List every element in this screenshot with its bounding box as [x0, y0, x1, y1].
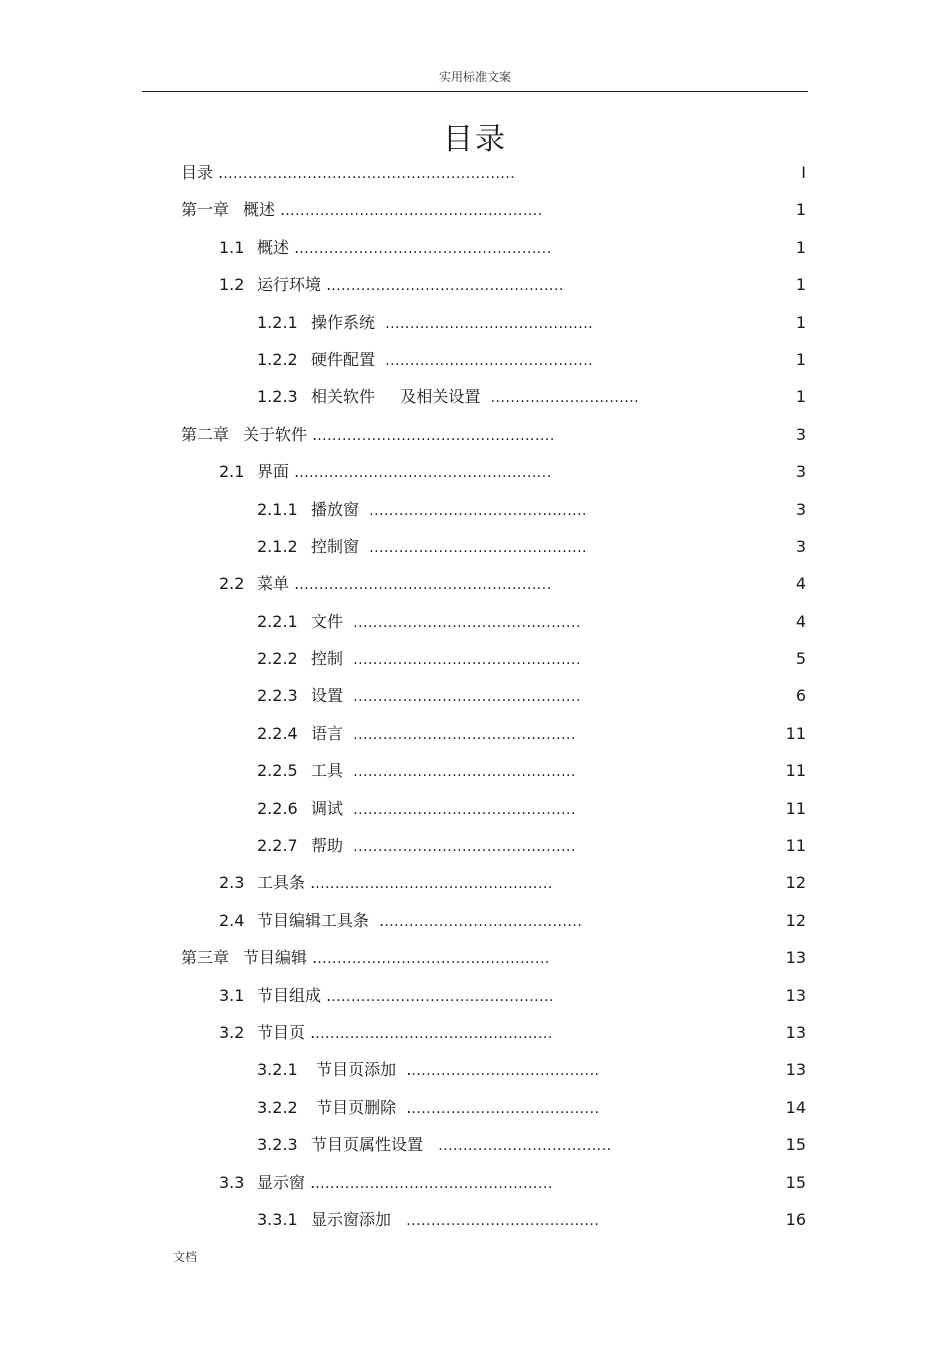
toc-entry[interactable]	[0, 790, 950, 827]
toc-entry[interactable]	[0, 528, 950, 565]
toc-entry[interactable]	[0, 1164, 950, 1201]
toc-entry-number: 2.2.5	[257, 761, 298, 781]
toc-entry-label: 操作系统	[311, 312, 386, 332]
toc-entry-text	[219, 229, 552, 268]
toc-entry-label: 设置	[311, 686, 354, 706]
toc-entry-number: 3.1	[219, 985, 245, 1005]
toc-entry-page: 3	[795, 462, 806, 482]
toc-entry-text	[257, 715, 576, 754]
toc-entry-text	[257, 1089, 599, 1128]
toc-entry-text	[257, 341, 593, 380]
toc-entry[interactable]	[0, 154, 950, 191]
page-footer: 文档	[173, 1250, 198, 1264]
toc-entry-leader: ........................................	[384, 913, 583, 930]
toc-entry[interactable]	[0, 939, 950, 976]
toc-entry-page: I	[801, 163, 806, 182]
toc-entry-page: 15	[785, 1172, 806, 1192]
toc-entry-leader: ...............................................	[331, 278, 564, 295]
toc-entry-page: 16	[785, 1209, 806, 1229]
toc-entry-label: 节目页 .	[257, 1022, 316, 1042]
toc-entry[interactable]	[0, 1089, 950, 1126]
toc-entry-number: 3.2.2	[257, 1097, 298, 1117]
toc-entry-label: 文件	[311, 611, 354, 631]
toc-entry[interactable]	[0, 752, 950, 789]
toc-entry-leader: ..............................................	[353, 614, 581, 631]
toc-entry[interactable]	[0, 453, 950, 490]
toc-title: 目录	[443, 122, 507, 157]
toc-entry-label: 显示窗 .	[257, 1172, 316, 1192]
toc-entry[interactable]	[0, 977, 950, 1014]
toc-entry-text	[219, 1014, 553, 1053]
toc-entry[interactable]	[0, 827, 950, 864]
toc-entry-text	[257, 640, 581, 679]
toc-entry-number: 2.1.1	[257, 499, 298, 519]
toc-entry-page: 13	[785, 1022, 806, 1042]
toc-entry-page: 4	[795, 611, 806, 631]
toc-entry-page: 1	[795, 237, 806, 257]
page-header: 实用标准文案	[438, 70, 511, 84]
toc-entry-label: 显示窗添加	[311, 1209, 407, 1229]
toc-entry-page: 11	[785, 836, 806, 856]
toc-entry-text	[181, 191, 543, 230]
toc-entry-label: 帮助	[311, 836, 354, 856]
toc-entry-leader: ...............................................	[317, 951, 550, 968]
toc-entry-leader: ..............................	[490, 390, 640, 407]
toc-entry-page: 13	[785, 985, 806, 1005]
toc-entry-leader: .......................................	[406, 1212, 600, 1229]
toc-entry-label: 菜单 .	[257, 574, 300, 594]
toc-entry-label: 节目页属性设置	[311, 1135, 439, 1155]
toc-entry-page: 1	[795, 312, 806, 332]
toc-entry-number: 2.3	[219, 873, 245, 893]
toc-entry-page: 3	[795, 424, 806, 444]
toc-entry-page: 1	[795, 387, 806, 407]
toc-entry-leader: .............................................	[353, 839, 576, 856]
toc-entry-number: 3.3	[219, 1172, 245, 1192]
toc-entry[interactable]	[0, 416, 950, 453]
toc-entry-page: 4	[795, 574, 806, 594]
toc-entry-number: 1.2	[219, 275, 245, 295]
toc-entry-text	[219, 565, 552, 604]
toc-entry-leader: .............................................	[353, 801, 576, 818]
toc-entry-text	[219, 977, 554, 1016]
toc-entry-leader: ............................................	[369, 502, 587, 519]
toc-entry[interactable]	[0, 229, 950, 266]
toc-entry-text	[219, 1164, 553, 1203]
toc-entry-label: 相关软件 及相关设置	[311, 387, 491, 407]
toc-entry-label: 节目编辑 .	[243, 948, 318, 968]
toc-entry-number: 2.2.4	[257, 723, 298, 743]
toc-entry-text	[219, 864, 553, 903]
toc-entry-label: 节目页删除 .	[311, 1097, 412, 1117]
toc-entry[interactable]	[0, 304, 950, 341]
toc-entry-leader: ......................................	[411, 1063, 600, 1080]
toc-entry-page: 3	[795, 536, 806, 556]
toc-entry-number: 1.2.1	[257, 312, 298, 332]
toc-entry-leader: ..........................................	[385, 352, 594, 369]
toc-entry-label: 运行环境 .	[257, 275, 332, 295]
toc-entry-leader: ...................................................	[299, 577, 552, 594]
toc-entry-leader: ................................................	[315, 876, 553, 893]
toc-entry-text	[257, 1201, 599, 1240]
toc-entry[interactable]	[0, 378, 950, 415]
toc-entry-number: 第一章	[181, 200, 230, 220]
toc-entry[interactable]	[0, 341, 950, 378]
toc-entry[interactable]	[0, 191, 950, 228]
toc-entry-label: 界面 .	[257, 462, 300, 482]
toc-entry-label: 节目页添加 .	[311, 1060, 412, 1080]
toc-entry-page: 12	[785, 910, 806, 930]
toc-entry-text	[219, 453, 552, 492]
toc-entry-page: 11	[785, 798, 806, 818]
toc-entry-leader: ............................................	[369, 539, 587, 556]
toc-entry-page: 11	[785, 723, 806, 743]
toc-entry-leader: ......................................	[411, 1100, 600, 1117]
toc-entry-leader: .............................................	[331, 988, 554, 1005]
toc-entry-text	[257, 752, 576, 791]
toc-entry-number: 3.2.1	[257, 1060, 298, 1080]
toc-entry-number: 2.4	[219, 910, 245, 930]
toc-entry-page: 13	[785, 948, 806, 968]
toc-entry-text	[257, 528, 587, 567]
toc-entry-text	[257, 1051, 599, 1090]
toc-entry-page: 5	[795, 649, 806, 669]
toc-entry-page: 12	[785, 873, 806, 893]
toc-entry-leader: ...................................	[438, 1138, 612, 1155]
toc-entry-number: 2.1	[219, 462, 245, 482]
toc-entry-label: 工具条 .	[257, 873, 316, 893]
toc-entry-number: 3.3.1	[257, 1209, 298, 1229]
toc-entry-number: 3.2	[219, 1022, 245, 1042]
toc-entry-page: 6	[795, 686, 806, 706]
toc-entry-number: 1.1	[219, 237, 245, 257]
toc-entry-label: 控制窗	[311, 536, 370, 556]
toc-entry-label: 语言	[311, 723, 354, 743]
toc-entry-number: 1.2.3	[257, 387, 298, 407]
toc-entry[interactable]	[0, 491, 950, 528]
toc-entry-text	[257, 827, 576, 866]
toc-entry-number: 2.2.7	[257, 836, 298, 856]
toc-entry-leader: ..........................................	[385, 315, 594, 332]
toc-entry-leader: ...........................................................	[223, 166, 516, 182]
toc-entry-number: 2.2	[219, 574, 245, 594]
toc-entry[interactable]	[0, 1201, 950, 1238]
toc-entry-text	[257, 378, 639, 417]
toc-entry-text	[257, 790, 576, 829]
toc-entry[interactable]	[0, 864, 950, 901]
toc-entry-text	[219, 266, 564, 305]
toc-entry-label: 硬件配置	[311, 349, 386, 369]
toc-entry-label: 概述 .	[257, 237, 300, 257]
toc-entry-text	[181, 416, 555, 455]
toc-entry-leader: .............................................	[353, 764, 576, 781]
toc-entry-leader: ................................................	[317, 427, 555, 444]
toc-entry-label: 调试	[311, 798, 354, 818]
toc-entry-text	[257, 603, 581, 642]
toc-entry-label: 控制	[311, 649, 354, 669]
toc-entry-text	[181, 939, 550, 978]
toc-entry-number: 第二章	[181, 424, 230, 444]
toc-entry-text	[219, 902, 582, 941]
toc-entry-number: 3.2.3	[257, 1135, 298, 1155]
toc-entry[interactable]	[0, 1051, 950, 1088]
toc-entry-page: 13	[785, 1060, 806, 1080]
toc-entry-label: 节目组成 .	[257, 985, 332, 1005]
table-of-contents	[0, 154, 950, 1238]
toc-entry-page: 1	[795, 200, 806, 220]
toc-entry-leader: ...................................................	[299, 465, 552, 482]
toc-entry[interactable]	[0, 266, 950, 303]
toc-entry-leader: ..............................................	[353, 652, 581, 669]
toc-entry[interactable]	[0, 565, 950, 602]
toc-entry-label: 目录 .	[181, 163, 224, 182]
toc-entry-leader: ....................................................	[285, 203, 543, 220]
toc-entry[interactable]	[0, 1014, 950, 1051]
toc-entry-leader: ...................................................	[299, 240, 552, 257]
toc-entry-number: 2.2.6	[257, 798, 298, 818]
toc-entry[interactable]	[0, 715, 950, 752]
toc-entry[interactable]	[0, 603, 950, 640]
toc-entry-leader: ................................................	[315, 1175, 553, 1192]
toc-entry-text	[257, 304, 593, 343]
toc-entry-label: 关于软件 .	[243, 424, 318, 444]
toc-entry-number: 第三章	[181, 948, 230, 968]
toc-entry-leader: .............................................	[353, 726, 576, 743]
toc-entry-text	[257, 677, 581, 716]
toc-entry[interactable]	[0, 640, 950, 677]
toc-entry[interactable]	[0, 902, 950, 939]
toc-entry-number: 2.2.3	[257, 686, 298, 706]
toc-entry-page: 1	[795, 349, 806, 369]
toc-entry-page: 1	[795, 275, 806, 295]
toc-entry-label: 概述 .	[243, 200, 286, 220]
header-rule	[142, 91, 808, 92]
toc-entry-number: 2.2.1	[257, 611, 298, 631]
toc-entry-page: 3	[795, 499, 806, 519]
toc-entry-page: 15	[785, 1135, 806, 1155]
toc-entry-label: 播放窗	[311, 499, 370, 519]
toc-entry-number: 2.2.2	[257, 649, 298, 669]
toc-entry-leader: ................................................	[315, 1025, 553, 1042]
toc-entry-label: 节目编辑工具条 .	[257, 910, 385, 930]
toc-entry-label: 工具	[311, 761, 354, 781]
toc-entry-text	[257, 491, 587, 530]
toc-entry-text	[181, 154, 515, 193]
toc-entry-text	[257, 1126, 612, 1165]
toc-entry[interactable]	[0, 1126, 950, 1163]
toc-entry-number: 1.2.2	[257, 349, 298, 369]
toc-entry-number: 2.1.2	[257, 536, 298, 556]
toc-entry-page: 14	[785, 1097, 806, 1117]
toc-entry[interactable]	[0, 677, 950, 714]
toc-entry-leader: ..............................................	[353, 689, 581, 706]
toc-entry-page: 11	[785, 761, 806, 781]
